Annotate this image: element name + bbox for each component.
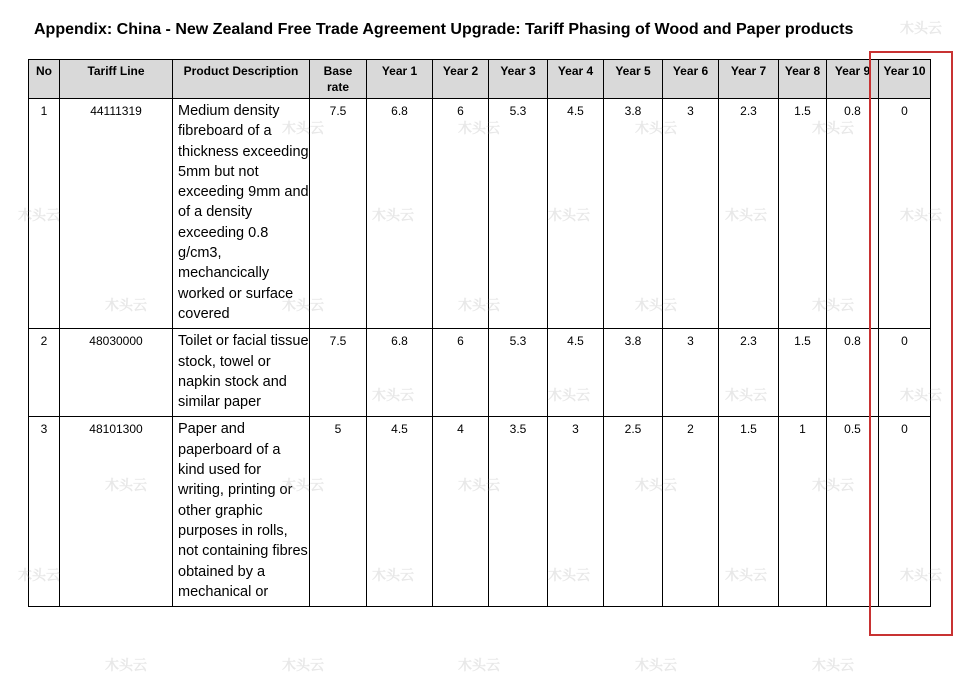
year-rate-cell: 3.5 (489, 417, 548, 607)
product-description-cell: Paper and paperboard of a kind used for writing, printing or other graphic purposes in rolls, not containing fibres obtained by a mechanical or (173, 417, 310, 607)
table-row (29, 329, 931, 417)
year-rate-cell: 2.5 (604, 417, 663, 607)
watermark-text: 木头云 (105, 478, 147, 494)
year-rate-cell: 2.3 (719, 329, 779, 417)
year-rate-cell: 1.5 (779, 329, 827, 417)
column-header: Year 8 (779, 60, 827, 99)
watermark-text: 木头云 (548, 568, 590, 584)
watermark-text: 木头云 (282, 121, 324, 137)
watermark-text: 木头云 (725, 388, 767, 404)
watermark-text: 木头云 (812, 478, 854, 494)
watermark-text: 木头云 (635, 121, 677, 137)
watermark-text: 木头云 (725, 208, 767, 224)
column-header: Year 3 (489, 60, 548, 99)
page-title: Appendix: China - New Zealand Free Trade Agreement Upgrade: Tariff Phasing of Wood and Paper products (34, 21, 854, 38)
watermark-text: 木头云 (812, 298, 854, 314)
column-header: No (29, 60, 60, 99)
year-rate-cell: 0 (879, 99, 931, 329)
watermark-text: 木头云 (458, 121, 500, 137)
watermark-text: 木头云 (635, 658, 677, 674)
watermark-text: 木头云 (900, 388, 942, 404)
watermark-text: 木头云 (282, 298, 324, 314)
year-rate-cell: 1 (779, 417, 827, 607)
column-header: Year 10 (879, 60, 931, 99)
column-header: Year 7 (719, 60, 779, 99)
year-rate-cell: 3 (663, 329, 719, 417)
watermark-text: 木头云 (725, 568, 767, 584)
year-rate-cell: 1.5 (719, 417, 779, 607)
year-rate-cell: 6 (433, 99, 489, 329)
watermark-text: 木头云 (900, 568, 942, 584)
year-rate-cell: 6 (433, 329, 489, 417)
column-header: Year 1 (367, 60, 433, 99)
watermark-text: 木头云 (812, 658, 854, 674)
column-header: Year 9 (827, 60, 879, 99)
watermark-text: 木头云 (105, 298, 147, 314)
watermark-text: 木头云 (282, 478, 324, 494)
column-header: Year 4 (548, 60, 604, 99)
table-row (29, 417, 931, 607)
year-rate-cell: 5.3 (489, 329, 548, 417)
product-description-cell: Medium density fibreboard of a thickness exceeding 5mm but not exceeding 9mm and of a density exceeding 0.8 g/cm3, mechancically worked or surface covered (173, 99, 310, 329)
tariff-line-cell: 48030000 (60, 329, 173, 417)
watermark-text: 木头云 (635, 478, 677, 494)
year-rate-cell: 6.8 (367, 329, 433, 417)
watermark-text: 木头云 (105, 658, 147, 674)
watermark-text: 木头云 (282, 658, 324, 674)
watermark-text: 木头云 (372, 568, 414, 584)
year-rate-cell: 5.3 (489, 99, 548, 329)
product-description-cell: Toilet or facial tissue stock, towel or napkin stock and similar paper (173, 329, 310, 417)
watermark-text: 木头云 (548, 208, 590, 224)
column-header: Product Description (173, 60, 310, 99)
watermark-text: 木头云 (458, 298, 500, 314)
row-number-cell: 2 (29, 329, 60, 417)
column-header: Tariff Line (60, 60, 173, 99)
year-rate-cell: 4.5 (548, 99, 604, 329)
watermark-text: 木头云 (900, 21, 942, 37)
tariff-table (28, 59, 931, 607)
year-rate-cell: 2.3 (719, 99, 779, 329)
year-rate-cell: 2 (663, 417, 719, 607)
table-body (29, 99, 931, 607)
tariff-line-cell: 44111319 (60, 99, 173, 329)
column-header: Year 6 (663, 60, 719, 99)
watermark-text: 木头云 (18, 568, 60, 584)
watermark-text: 木头云 (812, 121, 854, 137)
row-number-cell: 3 (29, 417, 60, 607)
year-rate-cell: 4 (433, 417, 489, 607)
header-row (29, 60, 931, 99)
base-rate-cell: 7.5 (310, 99, 367, 329)
year-rate-cell: 3 (663, 99, 719, 329)
column-header: Year 2 (433, 60, 489, 99)
column-header: Base rate (310, 60, 367, 99)
year-rate-cell: 3 (548, 417, 604, 607)
watermark-text: 木头云 (548, 388, 590, 404)
column-header: Year 5 (604, 60, 663, 99)
year-rate-cell: 4.5 (367, 417, 433, 607)
year-rate-cell: 6.8 (367, 99, 433, 329)
base-rate-cell: 5 (310, 417, 367, 607)
table-row (29, 99, 931, 329)
year-rate-cell: 3.8 (604, 329, 663, 417)
year-rate-cell: 1.5 (779, 99, 827, 329)
tariff-line-cell: 48101300 (60, 417, 173, 607)
watermark-text: 木头云 (458, 478, 500, 494)
year-rate-cell: 3.8 (604, 99, 663, 329)
watermark-text: 木头云 (372, 388, 414, 404)
base-rate-cell: 7.5 (310, 329, 367, 417)
year-rate-cell: 0.8 (827, 99, 879, 329)
row-number-cell: 1 (29, 99, 60, 329)
year-rate-cell: 4.5 (548, 329, 604, 417)
watermark-text: 木头云 (635, 298, 677, 314)
year-rate-cell: 0.8 (827, 329, 879, 417)
year-rate-cell: 0 (879, 329, 931, 417)
watermark-text: 木头云 (458, 658, 500, 674)
watermark-text: 木头云 (900, 208, 942, 224)
year-rate-cell: 0.5 (827, 417, 879, 607)
watermark-text: 木头云 (372, 208, 414, 224)
year-rate-cell: 0 (879, 417, 931, 607)
watermark-text: 木头云 (18, 208, 60, 224)
